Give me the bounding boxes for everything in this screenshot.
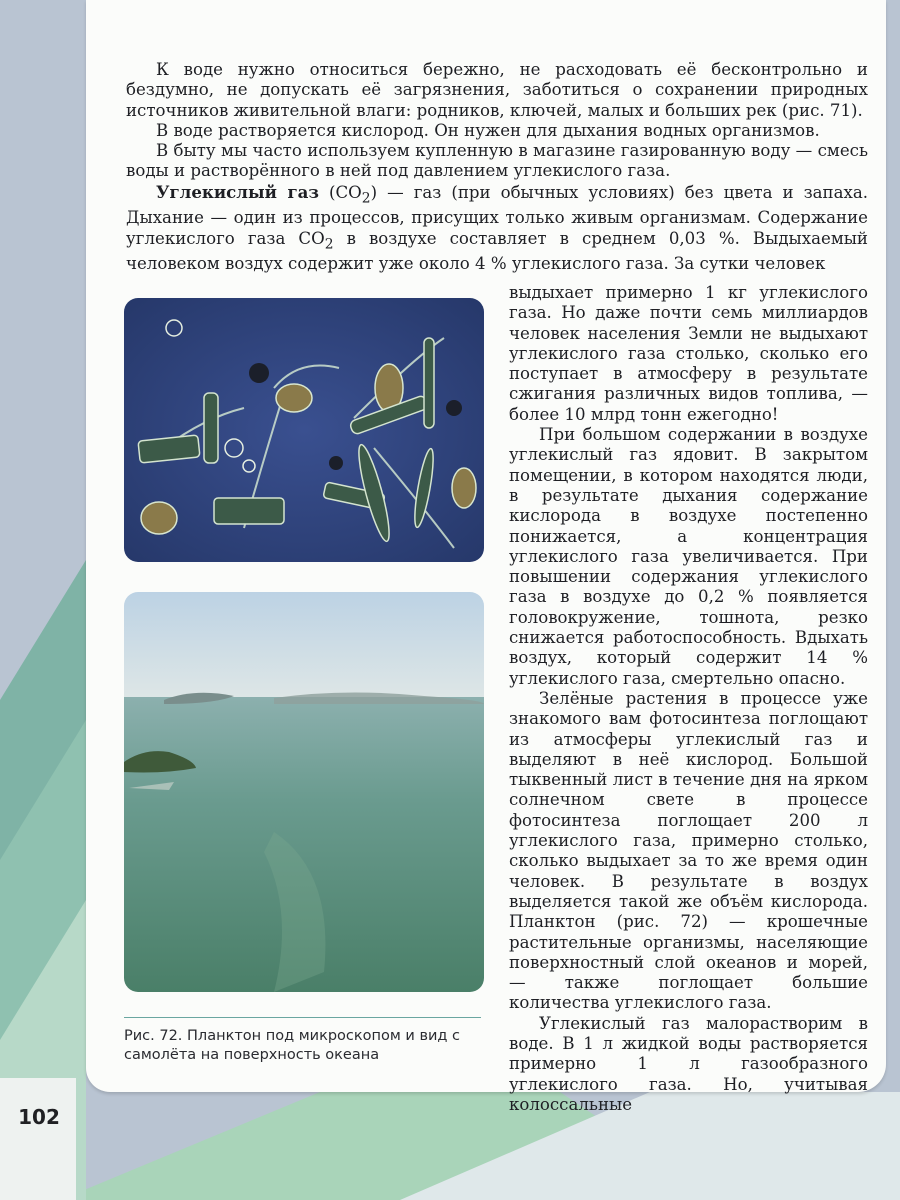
text-block-top [126, 60, 868, 275]
paragraph-exhale: выдыхает примерно 1 кг углекислого газа. Но даже почти семь миллиардов человек населения Земли не выдыхают углекислого газа столько, сколько его поступает в атмосферу в результате сжигания различных видов топлива, — более 10 млрд тонн ежегодно! [509, 283, 868, 424]
paragraph-toxic: При большом содержании в воздухе углекислый газ ядовит. В закрытом помещении, в котором находятся люди, в результате дыхания содержание кислорода в воздухе постепенно понижается, а концентрация углекислого газа увеличивается. При повышении содержания углекислого газа в воздухе до 0,2 % появляется головокружение, тошнота, резко снижается работоспособность. Вдыхать воздух, который содержит 14 % углекислого газа, смертельно опасно. [509, 425, 868, 688]
paragraph-co2-definition: Углекислый газ $(CO_2)$ — газ (при обычных условиях) без цвета и запаха. Дыхание — один из процессов, присущих только живым организмам. Содержание углекислого газа $CO_2$ в воздухе составляет в среднем 0,03 %. Выдыхаемый человеком воздух содержит уже около 4 % углекислого газа. За сутки человек [126, 181, 868, 274]
paragraph-photosynthesis: Зелёные растения в процессе уже знакомого вам фотосинтеза поглощают из атмосферы углекислый газ и выделяют в неё кислород. Большой тыквенный лист в течение дня на ярком солнечном свете в процессе фотосинтеза поглощает 200 л углекислого газа, примерно столько, сколько выдыхает за то же время один человек. В результате в воздух выделяется такой же объём кислорода. Планктон (рис. 72) — крошечные растительные организмы, населяющие поверхностный слой океанов и морей, — также поглощает большие количества углекислого газа. [509, 688, 868, 1013]
text-column-right [509, 283, 868, 1115]
paragraph-soda-water: В быту мы часто используем купленную в магазине газированную воду — смесь воды и растворённого в ней под давлением углекислого газа. [126, 141, 868, 181]
ocean-aerial-image [124, 592, 484, 992]
caption-divider [124, 1017, 481, 1018]
term-co2: Углекислый газ [156, 181, 319, 202]
plankton-microscope-image [124, 298, 484, 562]
paragraph-oxygen: В воде растворяется кислород. Он нужен для дыхания водных организмов. [156, 120, 820, 140]
paragraph-water-care: К воде нужно относиться бережно, не расходовать её бесконтрольно и бездумно, не допускать её загрязнения, заботиться о сохранении природных источников живительной влаги: родников, ключей, малых и больших рек (рис. 71). [126, 60, 868, 120]
paragraph-solubility: Углекислый газ малорастворим в воде. В 1 л жидкой воды растворяется примерно 1 л газообразного углекислого газа. Но, учитывая колоссальные [509, 1013, 868, 1114]
page-number: 102 [18, 1105, 60, 1129]
figure-caption: Рис. 72. Планктон под микроскопом и вид с самолёта на поверхность океана [124, 1028, 461, 1063]
